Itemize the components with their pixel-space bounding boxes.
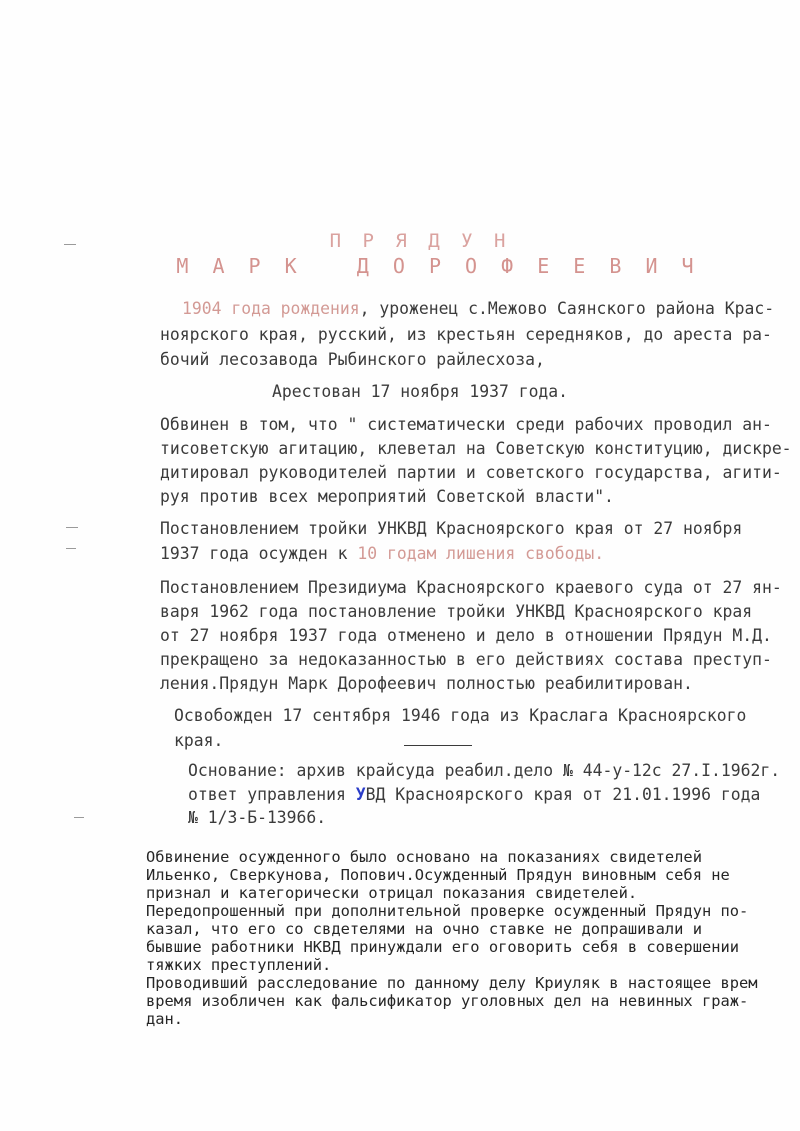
note-line-7: тяжких преступлений.: [146, 956, 332, 974]
bio-line-1: [182, 296, 774, 322]
troika-line-1: Постановлением тройки УНКВД Красноярского края от 27 ноября: [160, 519, 743, 538]
note-line-4: Передопрошенный при дополнительной проверке осужденный Прядун по-: [146, 902, 749, 920]
note-line-6: бывшие работники НКВД принуждали его оговорить себя в совершении: [146, 938, 740, 956]
person-name: М А Р К Д О Р О Ф Е Е В И Ч: [176, 254, 700, 278]
handwritten-correction: У: [355, 785, 366, 804]
troika-line-2: [160, 541, 604, 567]
bio-line-2: ноярского края, русский, из крестьян середняков, до ареста ра-: [160, 325, 772, 344]
presidium-line-2: варя 1962 года постановление тройки УНКВД Красноярского края: [160, 602, 753, 621]
birthplace: , уроженец с.Межово Саянского района Крас-: [359, 299, 775, 318]
basis-reply-date: ВД Красноярского края от 21.01.1996 года: [365, 785, 761, 804]
person-surname: П Р Я Д У Н: [329, 230, 511, 252]
birth-year: 1904 года рождения: [182, 299, 360, 318]
presidium-line-3: от 27 ноября 1937 года отменено и дело в отношении Прядун М.Д.: [160, 626, 772, 645]
bio-line-3: бочий лесозавода Рыбинского райлесхоза,: [160, 350, 545, 369]
charge-line-2: тисоветскую агитацию, клеветал на Советскую конституцию, дискре-: [160, 439, 792, 458]
arrest-date: Арестован 17 ноября 1937 года.: [272, 382, 569, 401]
note-line-5: казал, что его со свдетелями на очно ставке не допрашивали и: [146, 920, 702, 938]
margin-mark: [74, 817, 84, 818]
charge-line-4: руя против всех мероприятий Советской власти".: [160, 487, 614, 506]
charge-line-3: дитировал руководителей партии и советского государства, агити-: [160, 463, 782, 482]
release-line-2: края.: [174, 731, 224, 750]
sentence-term: 10 годам лишения свободы.: [357, 544, 605, 563]
margin-mark: [66, 548, 76, 549]
separator-rule: [404, 745, 472, 746]
charge-line-1: Обвинен в том, что " систематически среди рабочих проводил ан-: [160, 415, 772, 434]
note-line-8: Проводивший расследование по данному делу Криуляк в настоящее врем: [146, 974, 758, 992]
presidium-line-5: ления.Прядун Марк Дорофеевич полностью реабилитирован.: [160, 674, 693, 693]
presidium-line-1: Постановлением Президиума Красноярского краевого суда от 27 ян-: [160, 578, 782, 597]
note-line-1: Обвинение осужденного было основано на показаниях свидетелей: [146, 848, 702, 866]
note-line-9: время изобличен как фальсификатор уголовных дел на невинных граж-: [146, 992, 749, 1010]
presidium-line-4: прекращено за недоказанностью в его действиях состава преступ-: [160, 650, 772, 669]
note-line-2: Ильенко, Сверкунова, Попович.Осужденный Прядун виновным себя не: [146, 866, 730, 884]
basis-reply: ответ управления: [188, 785, 356, 804]
note-line-10: дан.: [146, 1010, 184, 1028]
basis-line-3: № 1/3-Б-13966.: [188, 808, 327, 827]
basis-line-1: Основание: архив крайсуда реабил.дело № 44-у-12с 27.I.1962г.: [188, 761, 781, 780]
note-line-3: признал и категорически отрицал показания свидетелей.: [146, 884, 638, 902]
margin-mark: [66, 527, 78, 528]
sentence-date: 1937 года осужден к: [160, 544, 358, 563]
release-line-1: Освобожден 17 сентября 1946 года из Краслага Красноярского: [174, 706, 747, 725]
